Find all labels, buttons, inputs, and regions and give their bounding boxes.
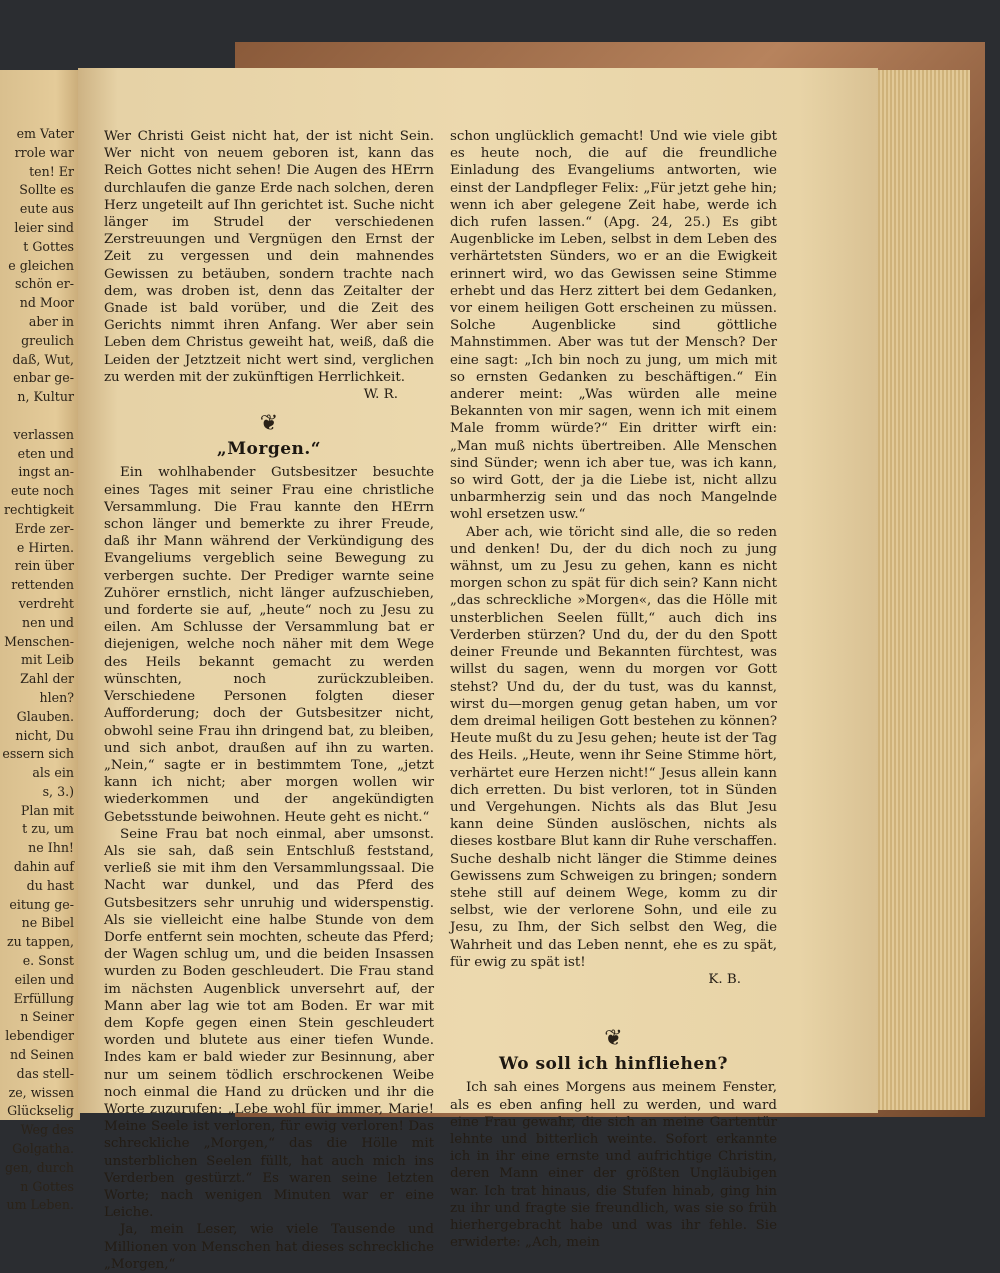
left-fragment-line: schön er- bbox=[14, 276, 74, 292]
left-fragment-line: nen und bbox=[22, 614, 74, 630]
left-fragment-line: verdreht bbox=[18, 595, 74, 611]
left-fragment-line: mit Leib bbox=[21, 652, 74, 668]
left-fragment-line: verlassen bbox=[13, 426, 74, 442]
left-fragment-line: eilen und bbox=[14, 971, 74, 987]
left-fragment-line: aber in bbox=[28, 313, 74, 329]
left-fragment-line: leier sind bbox=[14, 219, 74, 235]
left-fragment-line: nd Seinen bbox=[10, 1047, 74, 1063]
body-paragraph: Ein wohlhabender Gutsbesitzer besuchte eines Tages mit seiner Frau eine christliche Versammlung. Die Frau kannte den HErrn schon länger und bemerkte zu ihrer Freude, daß ihr Mann während der Verkündigung des Evangeliums vergeblich seine Bewegung zu verbergen suchte. Der Prediger warnte seine Zuhörer ernstlich, nicht länger aufzuschieben, und forderte sie auf, „heute“ noch zu Jesu zu eilen. Am Schlusse der Versammlung bat er diejenigen, welche noch näher mit dem Wege des Heils bekannt gemacht zu werden wünschten, noch zurückzubleiben. Verschiedene Personen folgten dieser Aufforderung; doch der Gutsbesitzer nicht, obwohl seine Frau ihn dringend bat, zu bleiben, und sich anbot, draußen auf ihn zu warten. „Nein,“ sagte er in bestimmtem Tone, „jetzt kann ich nicht; aber morgen wollen wir wiederkommen und der angekündigten Gebetsstunde beiwohnen. Heute geht es nicht.“ bbox=[104, 465, 434, 825]
left-fragment-line: e gleichen bbox=[8, 257, 74, 273]
left-fragment-line: nd Moor bbox=[19, 295, 74, 311]
left-fragment-line: rrole war bbox=[14, 144, 74, 160]
left-fragment-line: essern sich bbox=[2, 746, 74, 762]
ornament-icon: ❦ bbox=[259, 411, 279, 437]
left-fragment-line: Erfüllung bbox=[13, 990, 74, 1006]
body-paragraph: schon unglücklich gemacht! Und wie viele gibt es heute noch, die auf die freundliche Einladung des Evangeliums antworten, wie einst der Landpfleger Felix: „Für jetzt gehe hin; wenn ich aber gelegene Zeit habe, werde ich dich rufen lassen.“ (Apg. 24, 25.) Es gibt Augenblicke im Leben, selbst in dem Leben des verhärtetsten Sünders, wo er an die Ewigkeit erinnert wird, wo das Gewissen seine Stimme erhebt und das Herz zittert bei dem Gedanken, vor einem heiligen Gott erscheinen zu müssen. Solche Augenblicke sind göttliche Mahnstimmen. Aber was tut der Mensch? Der eine sagt: „Ich bin noch zu jung, um mich mit so ernsten Gedanken zu beschäftigen.“ Ein anderer meint: „Was würden alle meine Bekannten von mir sagen, wenn ich mit einem Male fromm würde?“ Ein dritter wirft ein: „Man muß nichts übertreiben. Alle Menschen sind Sünder; wenn ich aber tue, was ich kann, so wird Gott, der ja die Liebe ist, nicht allzu unbarmherzig sein und das noch Mangelnde wohl ersetzen usw.“ bbox=[450, 129, 777, 523]
left-fragment-line: nicht, Du bbox=[15, 727, 74, 743]
left-fragment-line: Glückselig bbox=[7, 1103, 74, 1119]
left-fragment-line: n, Kultur bbox=[17, 389, 74, 405]
left-fragment-line bbox=[0, 407, 74, 426]
left-page bbox=[0, 70, 80, 1213]
left-fragment-line: ne Bibel bbox=[21, 915, 74, 931]
left-fragment-line: ze, wissen bbox=[8, 1084, 74, 1100]
left-fragment-line: ten! Er bbox=[29, 163, 74, 179]
ornament-icon: ❦ bbox=[604, 1026, 623, 1052]
intro-signature: W. R. bbox=[363, 387, 398, 403]
left-fragment-line: Sollte es bbox=[19, 182, 74, 198]
left-fragment-line: Golgatha. bbox=[12, 1141, 74, 1157]
left-fragment-line: e Hirten. bbox=[16, 539, 74, 555]
body-paragraph: Ja, mein Leser, wie viele Tausende und Millionen von Menschen hat dieses schreckliche „Morgen,“ bbox=[104, 1222, 434, 1272]
left-fragment-line: daß, Wut, bbox=[12, 351, 74, 367]
left-fragment-line: hlen? bbox=[39, 689, 74, 705]
left-page-text-fragments bbox=[0, 125, 74, 1215]
article-title-morgen: „Morgen.“ bbox=[216, 439, 322, 460]
right-column bbox=[450, 128, 777, 1251]
left-fragment-line: Glauben. bbox=[16, 708, 74, 724]
left-fragment-line: eute aus bbox=[19, 201, 74, 217]
left-fragment-line: t zu, um bbox=[22, 821, 74, 837]
left-fragment-line: Weg des bbox=[20, 1122, 74, 1138]
left-fragment-line: em Vater bbox=[16, 126, 74, 141]
left-fragment-line: rein über bbox=[14, 558, 74, 574]
left-fragment-line: s, 3.) bbox=[42, 783, 74, 799]
body-paragraph: Seine Frau bat noch einmal, aber umsonst. Als sie sah, daß sein Entschluß feststand, verließ sie mit ihm den Versammlungssaal. Die Nacht war dunkel, und das Pferd des Gutsbesitzers sehr unruhig und widerspenstig. Als sie vielleicht eine halbe Stunde von dem Dorfe entfernt sein mochten, scheute das Pferd; der Wagen schlug um, und die beiden Insassen wurden zu Boden geschleudert. Die Frau stand im nächsten Augenblick unversehrt auf, der Mann aber lag wie tot am Boden. Er war mit dem Kopfe gegen einen Stein geschleudert worden und blutete aus einer tiefen Wunde. Indes kam er bald wieder zur Besinnung, aber nur um seinem tödlich erschrockenen Weibe noch einmal die Hand zu drücken und ihr die Worte zuzurufen: „Lebe wohl für immer, Marie! Meine Seele ist verloren, für ewig verloren! Das schreckliche „Morgen,“ das die Hölle mit unsterblichen Seelen füllt, hat auch mich ins Verderben gestürzt.“ Es waren seine letzten Worte; nach wenigen Minuten war er eine Leiche. bbox=[104, 826, 434, 1221]
left-fragment-line: Plan mit bbox=[20, 802, 74, 818]
left-fragment-line: Menschen- bbox=[4, 633, 74, 649]
left-fragment-line: als ein bbox=[32, 765, 74, 781]
body-paragraph: Ich sah eines Morgens aus meinem Fenster, als es eben anfing hell zu werden, und ward eine Frau gewahr, die sich an meine Gartentür lehnte und bitterlich weinte. Sofort erkannte ich in ihr eine ernste und aufrichtige Christin, deren Mann einer der größten Ungläubigen war. Ich trat hinaus, die Stufen hinab, ging hin zu ihr und fragte sie freundlich, was sie so früh hierhergebracht habe und was ihr fehle. Sie erwiderte: „Ach, mein bbox=[450, 1080, 777, 1251]
left-fragment-line: eute noch bbox=[11, 483, 74, 499]
left-fragment-line: lebendiger bbox=[5, 1028, 74, 1044]
left-fragment-line: um Leben. bbox=[6, 1197, 74, 1213]
left-column bbox=[104, 128, 434, 1273]
left-fragment-line: gen, durch bbox=[5, 1159, 74, 1175]
left-fragment-line: eten und bbox=[17, 445, 74, 461]
left-fragment-line: du hast bbox=[26, 877, 74, 893]
left-fragment-line: n Seiner bbox=[20, 1009, 74, 1025]
left-fragment-line: n Gottes bbox=[20, 1178, 74, 1194]
left-fragment-line: Erde zer- bbox=[14, 520, 74, 536]
left-fragment-line: eitung ge- bbox=[9, 896, 74, 912]
intro-paragraph: Wer Christi Geist nicht hat, der ist nicht Sein. Wer nicht von neuem geboren ist, kann das Reich Gottes nicht sehen! Die Augen des HErrn durchlaufen die ganze Erde nach solchen, deren Herz ungeteilt auf Ihn gerichtet ist. Suche nicht länger im Strudel der verschiedenen Zerstreuungen und Vergnügen den Ernst der Zeit zu vergessen und dein mahnendes Gewissen zu betäuben, sondern trachte nach dem, was droben ist, denn das Zeitalter der Gnade ist bald vorüber, und die Zeit des Gerichts nimmt ihren Anfang. Wer aber sein Leben dem Christus geweiht hat, weiß, daß die Leiden der Jetztzeit nicht wert sind, verglichen zu werden mit der zukünftigen Herrlichkeit. bbox=[104, 129, 434, 385]
left-fragment-line: dahin auf bbox=[13, 859, 74, 875]
left-fragment-line: rettenden bbox=[11, 577, 74, 593]
left-fragment-line: ingst an- bbox=[18, 464, 74, 480]
left-fragment-line: e. Sonst bbox=[22, 953, 74, 969]
page-edges bbox=[878, 70, 970, 1110]
left-fragment-line: Zahl der bbox=[20, 671, 74, 687]
article-title-hinfliehen: Wo soll ich hinfliehen? bbox=[498, 1054, 728, 1075]
body-paragraph: Aber ach, wie töricht sind alle, die so reden und denken! Du, der du dich noch zu jung wähnst, um zu Jesu zu gehen, kann es nicht morgen schon zu spät für dich sein? Kann nicht „das schreckliche »Morgen«, das die Hölle mit unsterblichen Seelen füllt,“ auch dich ins Verderben stürzen? Und du, der du den Spott deiner Freunde und Bekannten fürchtest, was willst du sagen, wenn du morgen vor Gott stehst? Und du, der du tust, was du kannst, wirst du—morgen genug getan haben, um vor dem dreimal heiligen Gott bestehen zu können? Heute mußt du zu Jesu gehen; heute ist der Tag des Heils. „Heute, wenn ihr Seine Stimme hört, verhärtet eure Herzen nicht!“ Jesus allein kann dich erretten. Du bist verloren, tot in Sünden und Vergehungen. Nichts als das Blut Jesu kann deine Sünden auslöschen, nichts als dieses kostbare Blut kann dir Ruhe verschaffen. Suche deshalb nicht länger die Stimme deines Gewissens zum Schweigen zu bringen; sondern stehe still auf deinem Wege, komm zu dir selbst, wie der verlorene Sohn, und eile zu Jesu, zu Ihm, der Sich selbst den Weg, die Wahrheit und das Leben nennt, ehe es zu spät, für ewig zu spät ist! bbox=[450, 524, 777, 970]
left-fragment-line: enbar ge- bbox=[13, 370, 74, 386]
left-fragment-line: ne Ihn! bbox=[28, 840, 74, 856]
left-fragment-line: greulich bbox=[21, 332, 74, 348]
article-signature: K. B. bbox=[708, 971, 741, 987]
left-fragment-line: das stell- bbox=[16, 1065, 74, 1081]
left-fragment-line: zu tappen, bbox=[6, 934, 74, 950]
left-fragment-line: t Gottes bbox=[23, 238, 74, 254]
left-fragment-line: rechtigkeit bbox=[4, 501, 74, 517]
